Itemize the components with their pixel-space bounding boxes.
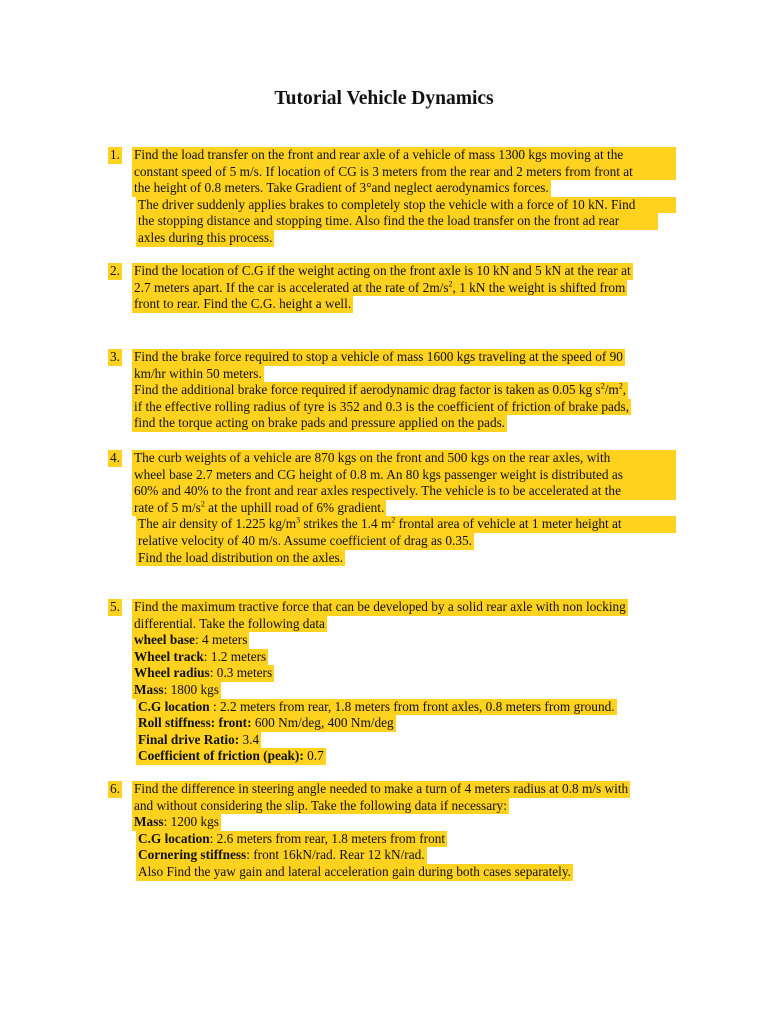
question-text-line: The air density of 1.225 $kg/m^3$ strikes the 1.4 $m^2$ frontal area of vehicle at 1 meter height at [136, 516, 676, 533]
question-text-line: rate of 5 $m/s^2$ at the uphill road of 6% gradient. [134, 499, 385, 515]
question-text-line: front to rear. Find the C.G. height a well. [134, 296, 352, 312]
question-text-line: and without considering the slip. Take the following data if necessary: [134, 797, 507, 813]
question-text-line: The curb weights of a vehicle are 870 kgs on the front and 500 kgs on the rear axles, with [132, 450, 676, 467]
question-text-line: Find the load transfer on the front and rear axle of a vehicle of mass 1300 kgs moving at the [132, 147, 676, 164]
question-number: 1. [110, 147, 120, 162]
param-roll-stiffness: Roll stiffness: front: 600 Nm/deg, 400 Nm/deg [138, 715, 394, 731]
question-text-line: the height of 0.8 meters. Take Gradient of 3°and neglect aerodynamics forces. [134, 180, 549, 196]
param-cg-location: C.G location: 2.6 meters from rear, 1.8 meters from front [138, 830, 446, 846]
question-text-line: if the effective rolling radius of tyre is 352 and 0.3 is the coefficient of friction of brake pads, [134, 398, 630, 414]
param-wheel-radius: Wheel radius: 0.3 meters [134, 665, 273, 681]
question-number: 6. [110, 781, 120, 796]
question-text-line: Find the load distribution on the axles. [138, 549, 343, 565]
question-text-line: Find the location of C.G if the weight acting on the front axle is 10 kN and 5 kN at the rear at [134, 263, 631, 278]
question-text-line: the stopping distance and stopping time. Also find the the load transfer on the front ad rear [136, 213, 658, 230]
page-title: Tutorial Vehicle Dynamics [274, 88, 494, 109]
param-mass: Mass: 1200 kgs [134, 814, 219, 830]
param-cornering-stiffness: Cornering stiffness: front 16kN/rad. Rear 12 kN/rad. [138, 847, 425, 863]
question-number: 2. [110, 263, 120, 278]
question-text-line: The driver suddenly applies brakes to completely stop the vehicle with a force of 10 kN. Find [136, 197, 676, 214]
question-text-line: relative velocity of 40 m/s. Assume coefficient of drag as 0.35. [138, 533, 472, 548]
question-number: 3. [110, 349, 120, 364]
question-text-line: wheel base 2.7 meters and CG height of 0.8 m. An 80 kgs passenger weight is distributed as [132, 467, 676, 484]
param-mass: Mass: 1800 kgs [134, 682, 219, 697]
question-number: 4. [110, 450, 120, 465]
question-text-line: 60% and 40% to the front and rear axles respectively. The vehicle is to be accelerated at the [132, 483, 676, 500]
question-text-line: Find the additional brake force required if aerodynamic drag factor is taken as 0.05 kg $s^2/m^2$, [134, 381, 627, 398]
question-text-line: find the torque acting on brake pads and pressure applied on the pads. [134, 415, 506, 431]
question-text-line: axles during this process. [138, 230, 273, 245]
question-text-line: Find the maximum tractive force that can be developed by a solid rear axle with non locking [134, 599, 626, 614]
question-text-line: differential. Take the following data [134, 615, 325, 631]
param-wheel-track: Wheel track: 1.2 meters [134, 648, 267, 664]
param-coefficient-of-friction: Coefficient of friction (peak): 0.7 [138, 748, 324, 764]
question-text-line: Find the difference in steering angle needed to make a turn of 4 meters radius at 0.8 m/s with [134, 781, 629, 796]
question-text-line: constant speed of 5 m/s. If location of CG is 3 meters from the rear and 2 meters from front at [132, 164, 676, 181]
param-wheel-base: wheel base: 4 meters [134, 632, 248, 648]
question-text-line: km/hr within 50 meters. [134, 365, 262, 381]
question-text-line: 2.7 meters apart. If the car is accelerated at the rate of $2m/s^2$, 1 kN the weight is shifted from [134, 279, 626, 295]
question-text-line: Also Find the yaw gain and lateral acceleration gain during both cases separately. [138, 864, 571, 879]
question-number: 5. [110, 599, 120, 614]
question-text-line: Find the brake force required to stop a vehicle of mass 1600 kgs traveling at the speed of 90 [134, 349, 623, 364]
param-cg-location: C.G location : 2.2 meters from rear, 1.8 meters from front axles, 0.8 meters from ground. [138, 698, 615, 714]
param-final-drive-ratio: Final drive Ratio: 3.4 [138, 731, 260, 747]
